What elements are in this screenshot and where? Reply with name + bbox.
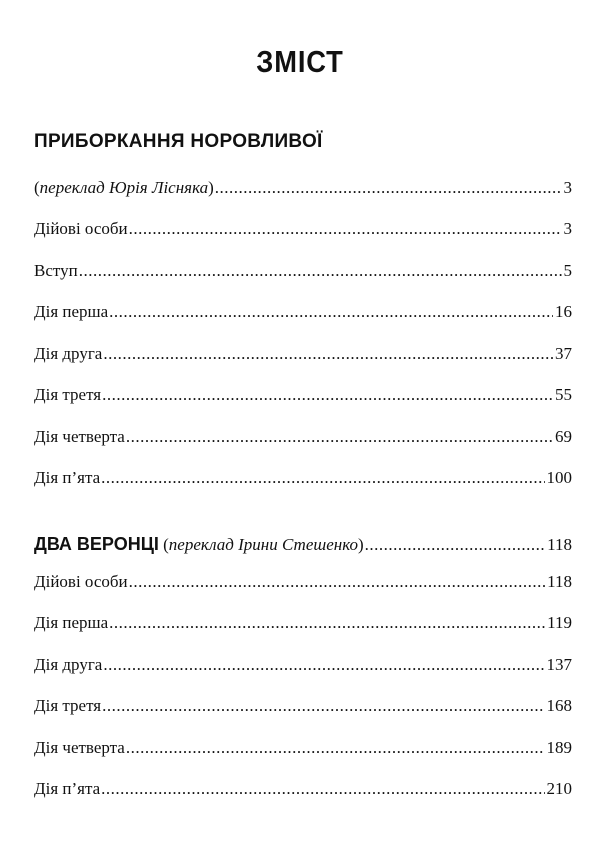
section-heading-taming-of-the-shrew: ПРИБОРКАННЯ НОРОВЛИВОЇ (34, 131, 323, 152)
toc-page-number: 69 (555, 427, 572, 446)
dot-leader (215, 175, 562, 201)
toc-entry-act-four-2[interactable] (34, 735, 572, 761)
toc-entry-induction[interactable] (34, 258, 572, 284)
toc-entry-label: (переклад Юрія Лісняка) (34, 178, 214, 197)
toc-entry-act-three[interactable] (34, 382, 572, 408)
page-title: ЗМІСТ (256, 44, 344, 79)
toc-entry-label: Дія перша (34, 302, 109, 321)
toc-entry-act-five[interactable] (34, 465, 572, 491)
toc-entry-label: Дія третя (34, 385, 102, 404)
toc-entry-act-one[interactable] (34, 299, 572, 325)
toc-entry-label: Дійові особи (34, 572, 128, 591)
toc-page-number: 168 (546, 696, 572, 715)
section-heading-two-gentlemen-of-verona[interactable] (34, 531, 572, 557)
dot-leader (103, 652, 544, 678)
toc-entry-act-three-2[interactable] (34, 693, 572, 719)
dot-leader (103, 341, 553, 367)
toc-entry-characters-2[interactable] (34, 569, 572, 595)
toc-entry-label: Дія п’ята (34, 468, 101, 487)
toc-page-number: 119 (547, 613, 572, 632)
toc-entry-translator-lisniak[interactable] (34, 175, 572, 201)
dot-leader (126, 735, 545, 761)
dot-leader (126, 424, 553, 450)
toc-entry-label: Дія третя (34, 696, 102, 715)
toc-page-number: 5 (563, 261, 572, 280)
toc-page-number: 3 (563, 219, 572, 238)
toc-entry-label: ДВА ВЕРОНЦІ (переклад Ірини Стешенко) (34, 534, 364, 554)
toc-page-number: 100 (546, 468, 572, 487)
dot-leader (109, 299, 553, 325)
toc-page-number: 210 (546, 779, 572, 798)
toc-entry-label: Дія перша (34, 613, 109, 632)
dot-leader (109, 610, 545, 636)
toc-entry-act-five-2[interactable] (34, 776, 572, 802)
toc-entry-act-one-2[interactable] (34, 610, 572, 636)
dot-leader (79, 258, 562, 284)
toc-page-number: 118 (547, 535, 572, 554)
dot-leader (102, 693, 544, 719)
dot-leader (101, 465, 544, 491)
dot-leader (129, 569, 545, 595)
toc-entry-act-two[interactable] (34, 341, 572, 367)
toc-page-number: 118 (547, 572, 572, 591)
toc-entry-label: Дія друга (34, 344, 103, 363)
toc-entry-label: Дія четверта (34, 738, 125, 757)
toc-entry-act-four[interactable] (34, 424, 572, 450)
toc-entry-characters[interactable] (34, 216, 572, 242)
toc-page-number: 55 (555, 385, 572, 404)
toc-entry-label: Дія четверта (34, 427, 125, 446)
dot-leader (101, 776, 544, 802)
dot-leader (365, 532, 545, 558)
toc-page-number: 3 (563, 178, 572, 197)
toc-entry-act-two-2[interactable] (34, 652, 572, 678)
toc-page-number: 16 (555, 302, 572, 321)
toc-entry-label: Дія п’ята (34, 779, 101, 798)
toc-entry-label: Дійові особи (34, 219, 128, 238)
toc-page-number: 137 (546, 655, 572, 674)
toc-entry-label: Вступ (34, 261, 78, 280)
dot-leader (129, 216, 562, 242)
dot-leader (102, 382, 553, 408)
toc-page-number: 189 (546, 738, 572, 757)
toc-entry-label: Дія друга (34, 655, 103, 674)
toc-page-number: 37 (555, 344, 572, 363)
